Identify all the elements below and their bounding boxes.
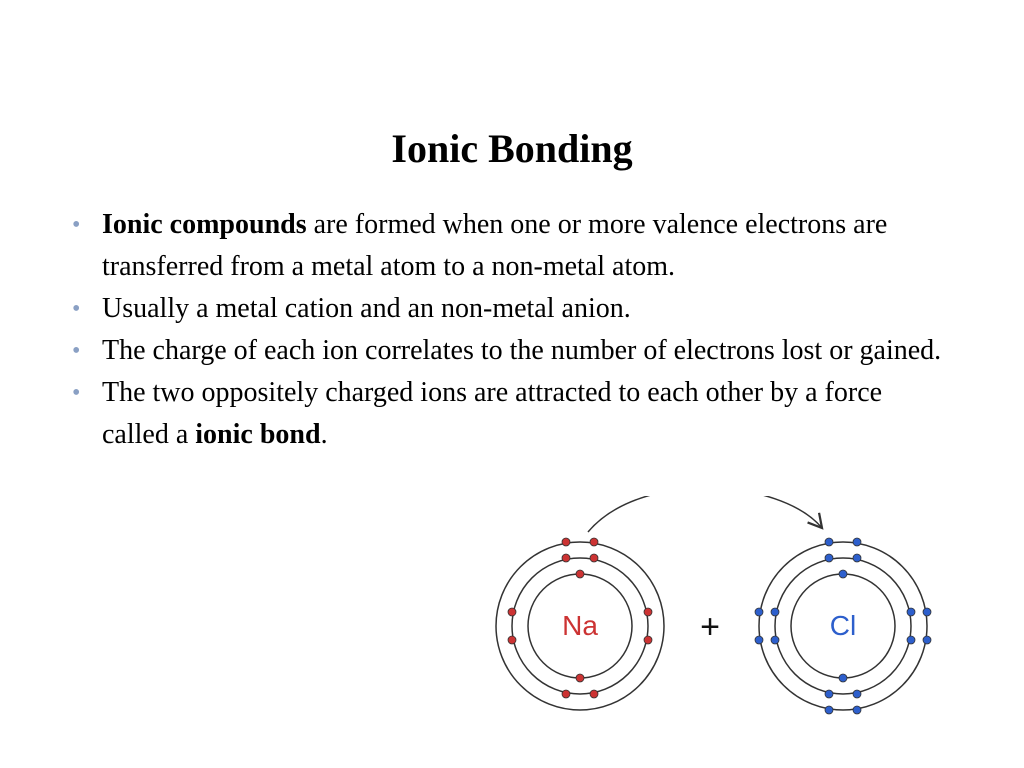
electron-dot [576, 570, 584, 578]
electron-dot [590, 538, 598, 546]
electron-dot [825, 538, 833, 546]
electron-dot [508, 636, 516, 644]
electron-dot [755, 608, 763, 616]
electron-dot [825, 706, 833, 714]
bullet-text: Usually a metal cation and an non-metal anion. [102, 293, 631, 324]
electron-dot [853, 538, 861, 546]
electron-dot [771, 608, 779, 616]
electron-dot [853, 706, 861, 714]
electron-dot [755, 636, 763, 644]
electron-transfer-arrow [588, 496, 822, 532]
electron-dot [562, 690, 570, 698]
electron-dot [839, 570, 847, 578]
electron-dot [853, 554, 861, 562]
electron-dot [508, 608, 516, 616]
plus-sign: + [700, 608, 720, 646]
chlorine-atom [755, 538, 931, 714]
bullet-icon: • [72, 212, 81, 238]
bold-text: ionic bond [195, 419, 321, 450]
electron-dot [853, 690, 861, 698]
electron-dot [644, 636, 652, 644]
electron-dot [923, 608, 931, 616]
electron-dot [825, 554, 833, 562]
sodium-atom [496, 538, 664, 710]
bullet-text: are formed when one or more valence electrons are transferred from a metal atom to a non-metal atom. [102, 209, 888, 282]
electron-dot [907, 636, 915, 644]
electron-dot [644, 608, 652, 616]
electron-dot [839, 674, 847, 682]
bullet-item [72, 330, 952, 372]
slide-title: Ionic Bonding [391, 125, 633, 171]
bullet-item [72, 288, 952, 330]
electron-dot [562, 538, 570, 546]
bullet-text: The two oppositely charged ions are attracted to each other by a force called a [102, 377, 883, 450]
electron-dot [590, 554, 598, 562]
electron-dot [590, 690, 598, 698]
bullet-text: The charge of each ion correlates to the number of electrons lost or gained. [102, 335, 942, 366]
bullet-text: . [320, 419, 328, 450]
bullet-icon: • [72, 296, 81, 322]
electron-dot [562, 554, 570, 562]
electron-dot [825, 690, 833, 698]
chlorine-symbol: Cl [829, 610, 857, 641]
bullet-item [72, 204, 952, 288]
electron-dot [907, 608, 915, 616]
bullet-icon: • [72, 338, 81, 364]
sodium-symbol: Na [562, 610, 598, 641]
bullet-item [72, 372, 952, 456]
ionic-bond-diagram [490, 496, 950, 728]
electron-dot [923, 636, 931, 644]
bullet-icon: • [72, 380, 81, 406]
bold-text: Ionic compounds [102, 209, 307, 240]
electron-dot [576, 674, 584, 682]
bullet-list [72, 204, 952, 456]
electron-dot [771, 636, 779, 644]
